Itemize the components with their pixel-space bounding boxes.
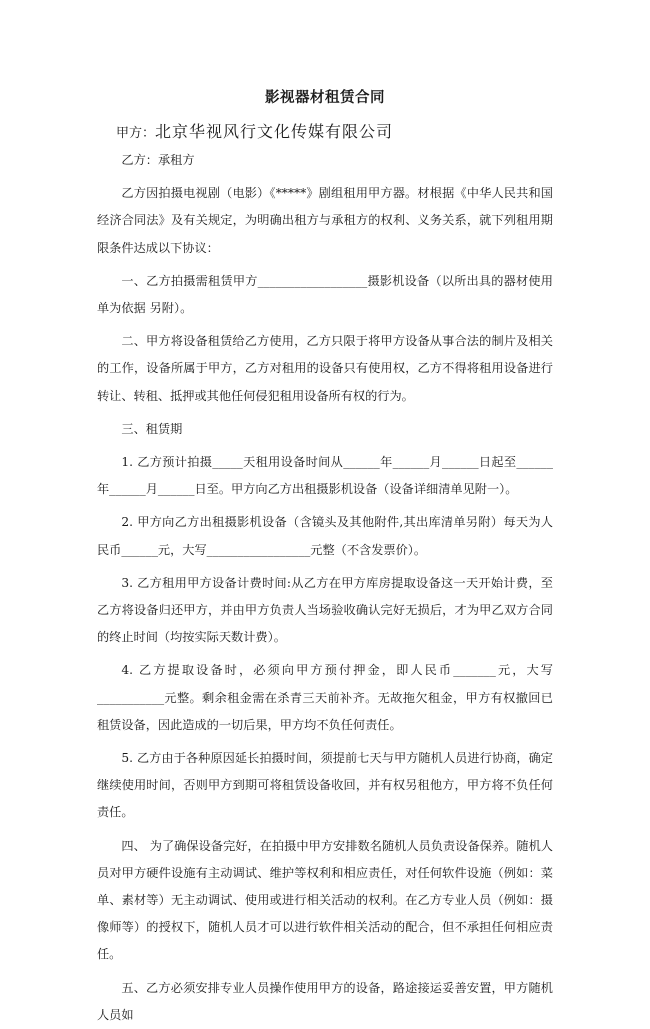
contract-body: [97, 147, 553, 1029]
paragraph-clause-3-heading: 三、租赁期: [121, 421, 183, 436]
paragraph-party-b: 乙方：承租方: [121, 153, 195, 167]
paragraph-clause-2: 二、甲方将设备租赁给乙方使用，乙方只限于将甲方设备从事合法的制片及相关的工作，设备所属于甲方，乙方对租用的设备只有使用权，乙方不得将租用设备进行转让、转租、抵押或其他任何侵犯租用设备所有权的行为。: [97, 334, 553, 403]
party-a-label: 甲方：: [116, 126, 156, 141]
paragraph-clause-3-3: 3. 乙方租用甲方设备计费时间:从乙方在甲方库房提取设备这一天开始计费，至乙方将设备归还甲方，并由甲方负责人当场验收确认完好无损后，才为甲乙双方合同的终止时间（均按实际天数计费）。: [97, 575, 553, 645]
document-title: 影视器材租赁合同: [265, 90, 385, 106]
paragraph-clause-4: 四、 为了确保设备完好，在拍摄中甲方安排数名随机人员负责设备保养。随机人员对甲方硬件设施有主动调试、维护等权利和相应责任，对任何软件设施（例如：菜单、素材等）无主动调试、使用或进行相关活动的权利。在乙方专业人员（例如：摄像师等）的授权下，随机人员才可以进行软件相关活动的配合，但不承担任何相应责任。: [97, 838, 553, 962]
paragraph-clause-3-2: 2. 甲方向乙方出租摄影机设备（含镜头及其他附件,其出库清单另附）每天为人民币______元，大写_________________元整（不含发票价）。: [97, 515, 553, 557]
paragraph-clause-1: 一、乙方拍摄需租赁甲方__________________摄影机设备（以所出具的器材使用单为依据 另附）。: [97, 273, 553, 316]
paragraph-clause-5: 五、乙方必须安排专业人员操作使用甲方的设备，路途接运妥善安置，甲方随机人员如: [97, 980, 553, 1022]
paragraph-clause-3-4: 4. 乙方提取设备时，必须向甲方预付押金，即人民币_______元，大写___________元整。剩余租金需在杀青三天前补齐。无故拖欠租金，甲方有权撤回已租赁设备，因此造成的一切后果，甲方均不负任何责任。: [97, 663, 553, 732]
party-a-name: 北京华视风行文化传媒有限公司: [155, 122, 394, 141]
paragraph-clause-3-1: 1. 乙方预计拍摄_____天租用设备时间从______年______月______日起至______年______月______日至。甲方向乙方出租摄影机设备（设备详细清单见附一）。: [97, 455, 553, 497]
party-a-line: [116, 119, 393, 142]
paragraph-preamble: 乙方因拍摄电视剧（电影）《*****》剧组租用甲方器。材根据《中华人民共和国经济合同法》及有关规定，为明确出租方与承租方的权利、义务关系，就下列租用期限条件达成以下协议：: [97, 186, 553, 255]
paragraph-clause-3-5: 5. 乙方由于各种原因延长拍摄时间，须提前七天与甲方随机人员进行协商，确定继续使用时间，否则甲方到期可将租赁设备收回，并有权另租他方，甲方将不负任何责任。: [97, 751, 553, 820]
